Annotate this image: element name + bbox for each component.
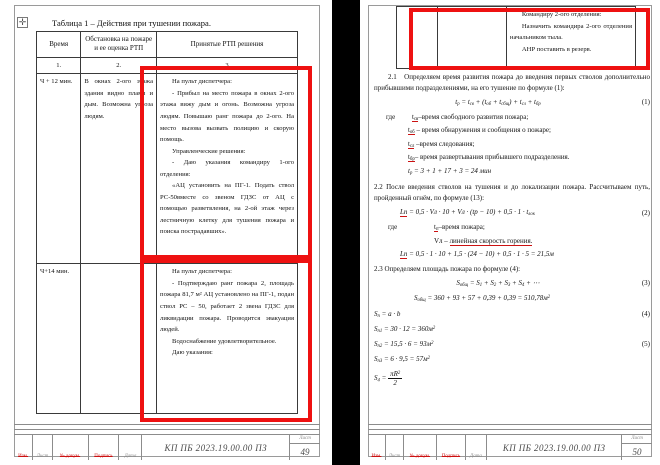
cell-decision-row1 [157,74,298,264]
colnum-2: 2. [81,57,157,74]
section-2-2 [374,182,650,203]
stamp-col-signature: Подпись [89,435,120,460]
stamp-page-left: Лист 49 [290,435,320,460]
cell-time-cont [397,7,438,69]
definition-row: $t_{бр}-$ время развертывания прибывшего подразделения. [408,152,570,162]
page-separator [332,0,360,465]
definition-row: Vл – линейная скорость горения. [434,236,533,245]
definition-row: $t_{об}$ – время обнаружения и сообщения о пожаре; [408,126,551,136]
colnum-1: 1. [37,57,81,74]
stamp-col-docnum: № докум. [404,435,437,460]
decision-line: Назначить командира 2-ого отделения начальником тыла. [509,22,632,42]
stamp-col-date: Дата [466,435,487,460]
definition-row: где $t_п$–время пожара; [388,223,485,233]
section-2-2-id: 2.2 [374,183,383,192]
formula-2 [374,207,650,218]
formula-s2 [374,339,650,350]
stamp-col-list: Лист [33,435,52,460]
decision-line: Управленческие решения: [172,147,246,155]
cell-decision-row2 [157,264,298,414]
definition-row: где $t_{св}$–время свободного развития пожара; [386,113,529,123]
stamp-col-signature: Подпись [437,435,466,460]
colnum-3: 3 [157,57,298,74]
decision-line: - Прибыл на место пожара в окнах 2-ого этажа вижу дым и огонь. Возможна угроза людям. Повышаю ранг пожара до 2-ого. На место вызова вызвать полицию и скорую помощь. [160,89,294,144]
stamp-col-date: Дата [119,435,142,460]
table-column-number-row [37,57,298,74]
formula-1-number: (1) [641,98,650,107]
formula-2-number: (2) [641,208,650,217]
header-time: Время [37,32,81,58]
decision-line: Командиру 2-ого отделения: [521,11,602,18]
cell-decision-cont [506,7,635,69]
formula-5-number: (5) [641,340,650,349]
formula-4 [374,309,650,320]
decision-line: Водоснабжение удовлетворительное. [172,337,277,345]
definition-row: $t_{сл}$ –время следования; [408,139,475,149]
decision-line: АНР поставить в резерв. [521,45,592,53]
cell-situation-row2 [81,264,157,414]
section-2-3-id: 2.3 [374,264,383,273]
stamp-grid-lines [14,424,320,434]
section-2-1-text: Определяем время развития пожара до введения первых стволов дополнительно прибывшими подразделениями, на его тушение по формуле (1): [374,73,651,92]
stamp-col-list: Лист [386,435,404,460]
stamp-code-left: КП ПБ 2023.19.00.00 ПЗ [143,435,290,460]
table-caption: Таблица 1 – Действия при тушении пожара. [52,18,211,28]
formula-3-expr: $S_{общ} = S_1 + S_2 + S_3 + S_4$ + ⋯ [456,279,540,289]
table-row [37,264,298,414]
section-2-2-text: После введения стволов на тушения и до локализации пожара. Рассчитываем путь, пройденный огнём, по формуле (13): [374,183,650,202]
stamp-page-right: Лист 50 [622,435,652,460]
decision-line: - Даю указания командиру 1-ого отделения: [160,159,294,178]
decision-line: - Подтверждаю ранг пожара 2, площадь пожара 81,7 м² АЦ установлено на ПГ-1, подан ствол РС – 50, работает 2 звена ГДЗС для ликвидации пожара. Проводится эвакуация людей. [160,279,294,334]
cell-situation-row1: В окнах 2-ого этажа здания видно пламя и дым. Возможна угроза людям. [81,74,157,264]
title-block-right [368,434,652,460]
section-2-3-text: Определяем площадь пожара по формуле (4): [384,264,521,273]
formula-1-expr: $t_р = t_{св} + (t_{об} + t_{сбщ}) + t_{сл} + t_{бр}$ [455,98,541,108]
stamp-col-izm: Изм. [14,435,33,460]
section-2-3 [374,264,650,275]
header-decision: Принятые РТП решения [157,32,298,58]
calculations-body [374,72,650,390]
decision-line: «АЦ установить на ПГ-1. Подать ствол РС-50вместе со звеном ГДЗС от АЦ с помощью разветвления, на 2-ой этаж через лестничную клетку для тушения пожара и поиска пострадавших». [160,182,294,236]
fire-actions-table-continued [396,6,636,69]
cell-time-row2: Ч+14 мин. [37,264,81,414]
document-page-right [360,0,660,465]
formula-2-definitions [374,222,650,246]
fraction-pi-r-squared: $\frac{\pi R^2}{2}$ [390,370,401,388]
table-row [37,74,298,264]
formula-s4: $S_4$ = $\frac{\pi R^2}{2}$ [374,370,401,388]
section-2-1-id: 2.1 [388,73,397,81]
formula-s3: $S_{п3} = 6 \cdot 9,5 = 57м^2$ [374,355,430,365]
fire-actions-table [36,31,298,414]
section-2-1 [374,72,650,93]
formula-2-result: Lп = 0,5 · 1 · 10 + 1,5 · (24 − 10) + 0,5 · 1 · 5 = 21,5м [400,250,554,259]
title-block-columns [14,435,143,460]
formula-3 [374,278,650,289]
decision-line: На пульт диспетчера: [172,78,232,86]
title-block-left [14,434,320,460]
decision-line: Даю указания: [172,349,213,357]
cell-situation-cont [437,7,506,69]
formula-2-expr: Lп = 0,5 · Vл · 10 + Vл · $(tр - 10) + 0,5 \cdot 1 \cdot t_{лок}$ [400,208,535,218]
formula-3-result: $S_{общ} = 360 + 93 + 57 + 0,39 + 0,39 = 510,78м^2$ [414,294,551,304]
decision-line: На пульт диспетчера: [172,268,232,276]
table-move-handle[interactable]: ✛ [18,17,27,27]
stamp-col-izm: Изм. [368,435,386,460]
stamp-code-right: КП ПБ 2023.19.00.00 ПЗ [487,435,622,460]
formula-1 [374,97,650,108]
formula-3-number: (3) [641,279,650,288]
title-block-columns [368,435,487,460]
formula-s2-expr: $S_{п2} = 15,5 \cdot 6 = 93м^2$ [374,339,434,350]
stamp-col-docnum: № докум. [53,435,89,460]
cell-time-row1: Ч + 12 мин. [37,74,81,264]
formula-1-result: $t_р = 3 + 1 + 17 + 3 = 24$ мин [408,167,492,177]
formula-4-expr: $S_п = a \cdot b$ [374,309,401,319]
header-situation: Обстановка на пожаре и ее оценка РТП [81,32,157,58]
stamp-grid-lines [368,424,652,434]
table-row [397,7,636,69]
table-header-row [37,32,298,58]
formula-s1: $S_{п1} = 30 \cdot 12 = 360м^2$ [374,324,436,334]
formula-4-number: (4) [641,309,650,318]
formula-1-definitions [374,112,650,163]
